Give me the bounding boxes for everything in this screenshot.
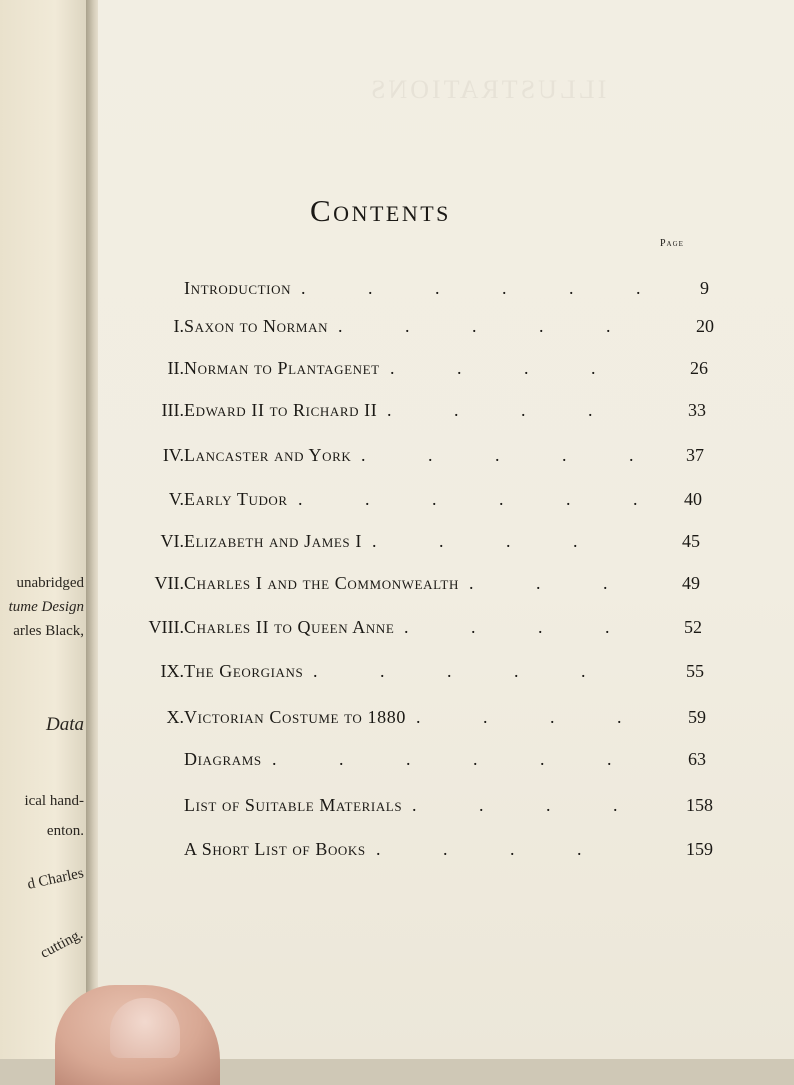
toc-entry-title: The Georgians [184, 661, 304, 681]
toc-leader-dots: . . . . . [361, 445, 636, 465]
toc-entry-title: Charles I and the Commonwealth [184, 573, 459, 593]
toc-entry [98, 617, 794, 647]
toc-entry [98, 531, 794, 561]
toc-entry [98, 316, 794, 346]
toc-entry-title: Early Tudor [184, 489, 288, 509]
toc-entry-title: Victorian Costume to 1880 [184, 707, 406, 727]
toc-entry-page: 45 [682, 531, 700, 551]
toc-entry-title: A Short List of Books [184, 839, 366, 859]
left-page [0, 0, 92, 1059]
toc-entry-page: 55 [686, 661, 704, 681]
left-page-line: ical hand- [24, 793, 84, 809]
toc-leader-dots: . . . . [416, 707, 624, 727]
thumbnail [110, 998, 180, 1058]
toc-entry-page: 63 [688, 749, 706, 769]
toc-entry [98, 707, 794, 737]
toc-entry-title: Elizabeth and James I [184, 531, 362, 551]
toc-entry-page: 52 [684, 617, 702, 637]
toc-leader-dots: . . . . . . [298, 489, 640, 509]
toc-leader-dots: . . . . [372, 531, 580, 551]
toc-entry-page: 20 [696, 316, 714, 336]
left-page-line: tume Design [8, 599, 84, 615]
left-page-line: arles Black, [13, 623, 84, 639]
toc-entry-number: VIII. [148, 617, 184, 637]
left-page-line: d Charles [25, 865, 86, 893]
toc-leader-dots: . . . [469, 573, 610, 593]
toc-leader-dots: . . . . [412, 795, 620, 815]
left-page-line: unabridged [16, 575, 84, 591]
left-page-line: cutting. [37, 926, 86, 962]
toc-leader-dots: . . . . . . [272, 749, 614, 769]
toc-entry [98, 445, 794, 475]
toc-entry [98, 661, 794, 691]
toc-entry-number: V. [168, 489, 184, 509]
toc-entry-number: II. [167, 358, 184, 378]
left-page-line: Data [46, 714, 84, 735]
toc-entry-title: Lancaster and York [184, 445, 352, 465]
toc-entry-title: Introduction [184, 278, 292, 298]
toc-entry [98, 573, 794, 603]
toc-entry-number: VII. [154, 573, 184, 593]
toc-entry-page: 40 [684, 489, 702, 509]
show-through-heading: ILLUSTRATIONS [368, 75, 607, 104]
toc-entry-number: I. [173, 316, 184, 336]
toc-entry-page: 26 [690, 358, 708, 378]
toc-leader-dots: . . . . [387, 400, 595, 420]
left-page-line: enton. [46, 823, 84, 839]
toc-leader-dots: . . . . . [313, 661, 588, 681]
toc-entry [98, 400, 794, 430]
toc-entry-title: Charles II to Queen Anne [184, 617, 395, 637]
toc-leader-dots: . . . . . [338, 316, 613, 336]
toc-entry [98, 489, 794, 519]
toc-entry-page: 9 [700, 278, 709, 298]
toc-entry [98, 358, 794, 388]
toc-entry-number: IX. [160, 661, 184, 681]
toc-entry-title: Edward II to Richard II [184, 400, 378, 420]
toc-entry-page: 37 [686, 445, 704, 465]
toc-entry [98, 278, 794, 308]
toc-entry-page: 59 [688, 707, 706, 727]
toc-entry-title: Saxon to Norman [184, 316, 329, 336]
toc-entry-title: List of Suitable Materials [184, 795, 403, 815]
toc-entry-page: 159 [686, 839, 713, 859]
contents-page [98, 0, 794, 1059]
toc-entry-number: III. [161, 400, 184, 420]
toc-leader-dots: . . . . . . [301, 278, 643, 298]
toc-entry-page: 49 [682, 573, 700, 593]
toc-entry-title: Norman to Plantagenet [184, 358, 380, 378]
toc-entry [98, 795, 794, 825]
page-column-label: Page [660, 238, 684, 249]
toc-entry-title: Diagrams [184, 749, 262, 769]
toc-entry [98, 749, 794, 779]
toc-leader-dots: . . . . [404, 617, 612, 637]
toc-entry-page: 158 [686, 795, 713, 815]
toc-entry-page: 33 [688, 400, 706, 420]
page-title: Contents [310, 193, 451, 228]
toc-entry [98, 839, 794, 869]
toc-leader-dots: . . . . [390, 358, 598, 378]
toc-leader-dots: . . . . [376, 839, 584, 859]
toc-entry-number: X. [166, 707, 184, 727]
toc-entry-number: VI. [160, 531, 184, 551]
toc-entry-number: IV. [162, 445, 184, 465]
